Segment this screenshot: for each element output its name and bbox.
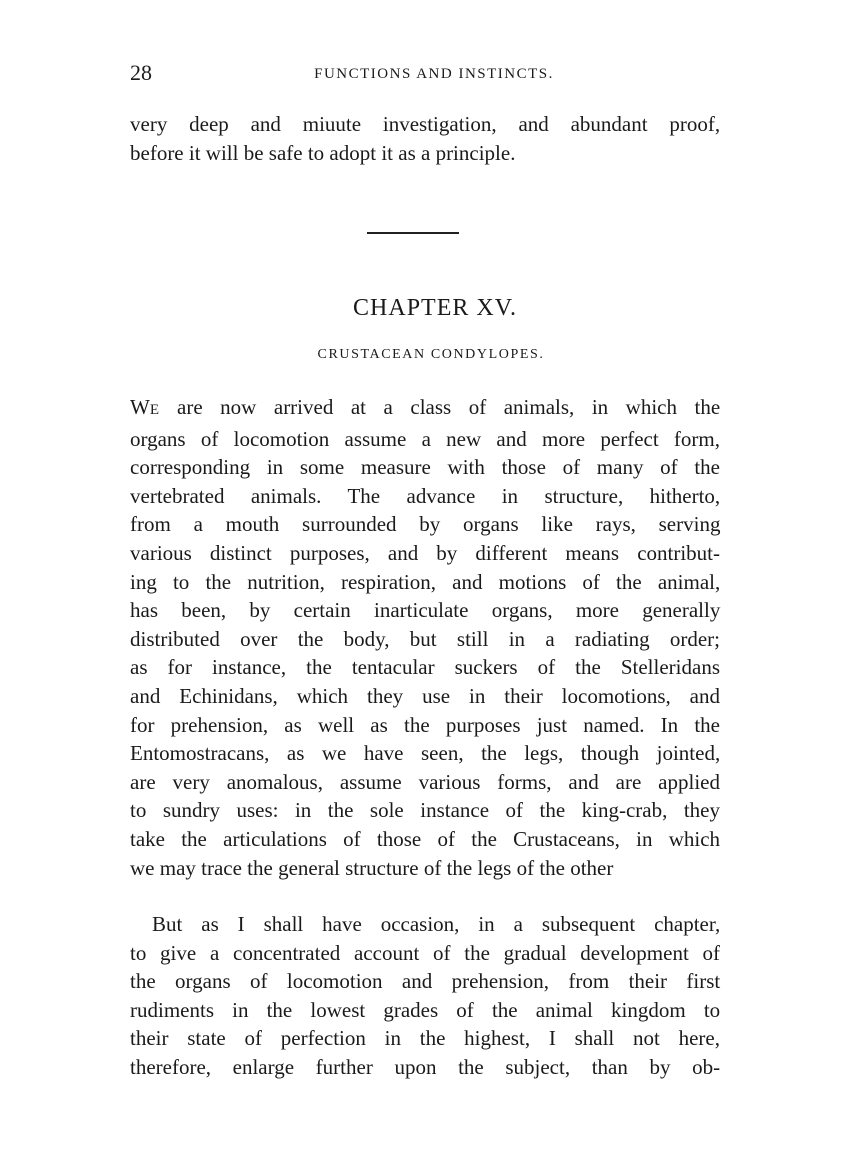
- dropcap-letter: W: [130, 395, 150, 419]
- text-line: therefore, enlarge further upon the subject, than by ob-: [130, 1054, 721, 1079]
- running-head: [130, 58, 720, 88]
- text-line: very deep and miuute investigation, and abundant proof,: [130, 112, 721, 136]
- text-line: corresponding in some measure with those of many of the: [130, 455, 720, 480]
- text-line: distributed over the body, but still in a radiating order;: [130, 626, 720, 651]
- first-line-text: are now arrived at a class of animals, in which the: [159, 395, 721, 419]
- text-line: as for instance, the tentacular suckers of the Stelleridans: [130, 655, 720, 680]
- text-line: before it will be safe to adopt it as a principle.: [130, 140, 516, 165]
- section-divider-rule: [367, 232, 459, 234]
- chapter-subtitle: CRUSTACEAN CONDYLOPES.: [317, 347, 545, 362]
- paragraph-one: [130, 393, 720, 882]
- text-line: rudiments in the lowest grades of the animal kingdom to: [130, 997, 721, 1022]
- text-line: organs of locomotion assume a new and more perfect form,: [130, 426, 720, 451]
- text-line: the organs of locomotion and prehension, from their first: [130, 969, 721, 994]
- text-line: various distinct purposes, and by different means contribut-: [130, 540, 721, 565]
- text-line: ing to the nutrition, respiration, and motions of the animal,: [130, 569, 721, 594]
- text-line-first: [130, 393, 720, 425]
- text-line: take the articulations of those of the Crustaceans, in which: [130, 826, 721, 851]
- text-line: and Echinidans, which they use in their locomotions, and: [130, 683, 720, 708]
- paragraph-two: [130, 910, 720, 1082]
- text-line: But as I shall have occasion, in a subsequent chapter,: [152, 912, 721, 936]
- text-line: are very anomalous, assume various forms, and are applied: [130, 769, 720, 794]
- intro-paragraph: [130, 110, 720, 167]
- text-line: has been, by certain inarticulate organs, more generally: [130, 598, 721, 623]
- text-line: from a mouth surrounded by organs like rays, serving: [130, 512, 721, 537]
- dropcap-small-caps: E: [149, 402, 160, 418]
- text-line: their state of perfection in the highest, I shall not here,: [130, 1026, 720, 1051]
- running-title: FUNCTIONS AND INSTINCTS.: [314, 66, 554, 82]
- text-line: we may trace the general structure of the legs of the other: [130, 855, 614, 880]
- text-line: vertebrated animals. The advance in structure, hitherto,: [130, 483, 721, 508]
- text-line: to give a concentrated account of the gradual development of: [130, 940, 720, 965]
- chapter-title: CHAPTER XV.: [353, 295, 517, 321]
- page-number: 28: [130, 60, 152, 85]
- text-line: for prehension, as well as the purposes just named. In the: [130, 712, 720, 737]
- text-line: to sundry uses: in the sole instance of the king-crab, they: [130, 798, 720, 823]
- text-line: Entomostracans, as we have seen, the legs, though jointed,: [130, 741, 721, 766]
